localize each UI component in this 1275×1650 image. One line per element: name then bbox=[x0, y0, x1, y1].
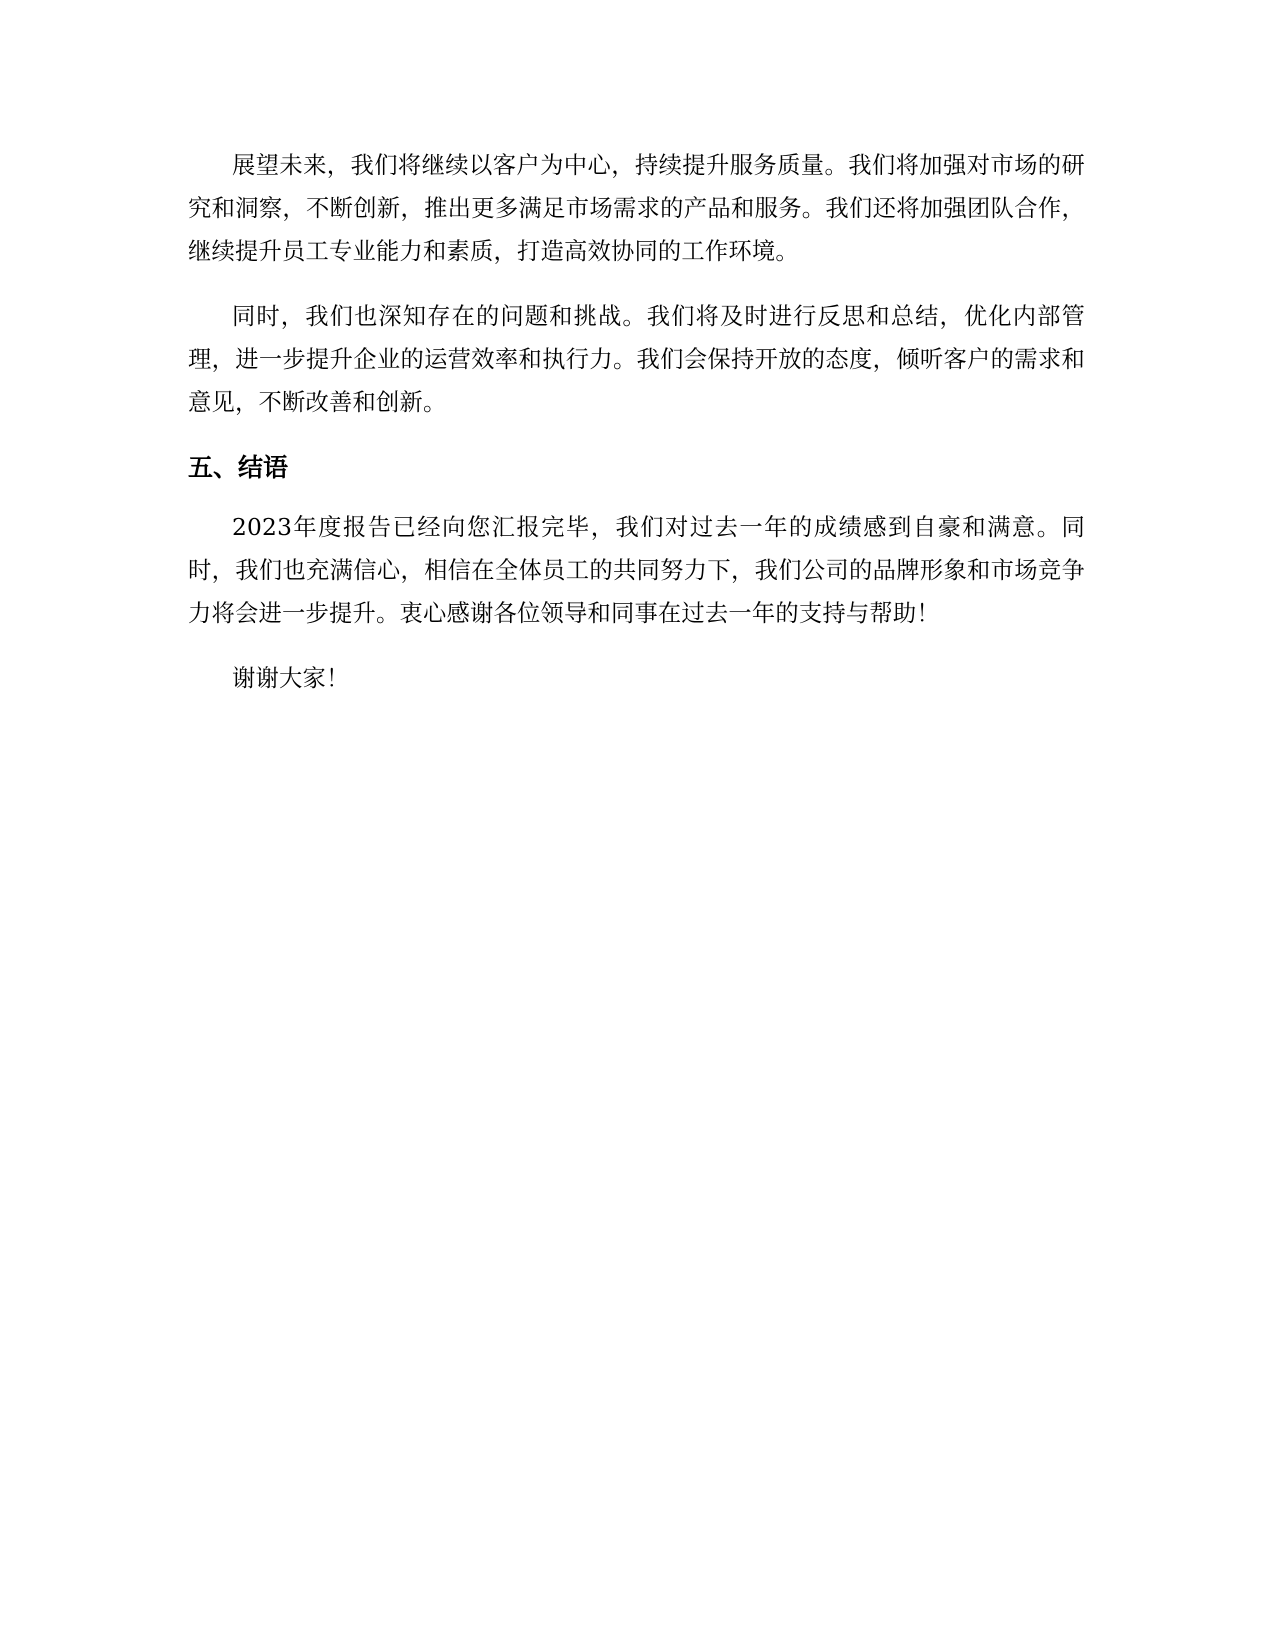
document-page bbox=[188, 144, 1085, 722]
section-heading-conclusion: 五、结语 bbox=[188, 453, 289, 482]
paragraph-thanks: 谢谢大家！ bbox=[232, 665, 350, 692]
paragraph-challenges: 同时，我们也深知存在的问题和挑战。我们将及时进行反思和总结，优化内部管理，进一步提升企业的运营效率和执行力。我们会保持开放的态度，倾听客户的需求和意见，不断改善和创新。 bbox=[188, 303, 1085, 416]
paragraph-outlook: 展望未来，我们将继续以客户为中心，持续提升服务质量。我们将加强对市场的研究和洞察，不断创新，推出更多满足市场需求的产品和服务。我们还将加强团队合作，继续提升员工专业能力和素质，打造高效协同的工作环境。 bbox=[188, 152, 1085, 265]
paragraph-summary: 2023年度报告已经向您汇报完毕，我们对过去一年的成绩感到自豪和满意。同时，我们也充满信心，相信在全体员工的共同努力下，我们公司的品牌形象和市场竞争力将会进一步提升。衷心感谢各位领导和同事在过去一年的支持与帮助！ bbox=[188, 514, 1085, 627]
